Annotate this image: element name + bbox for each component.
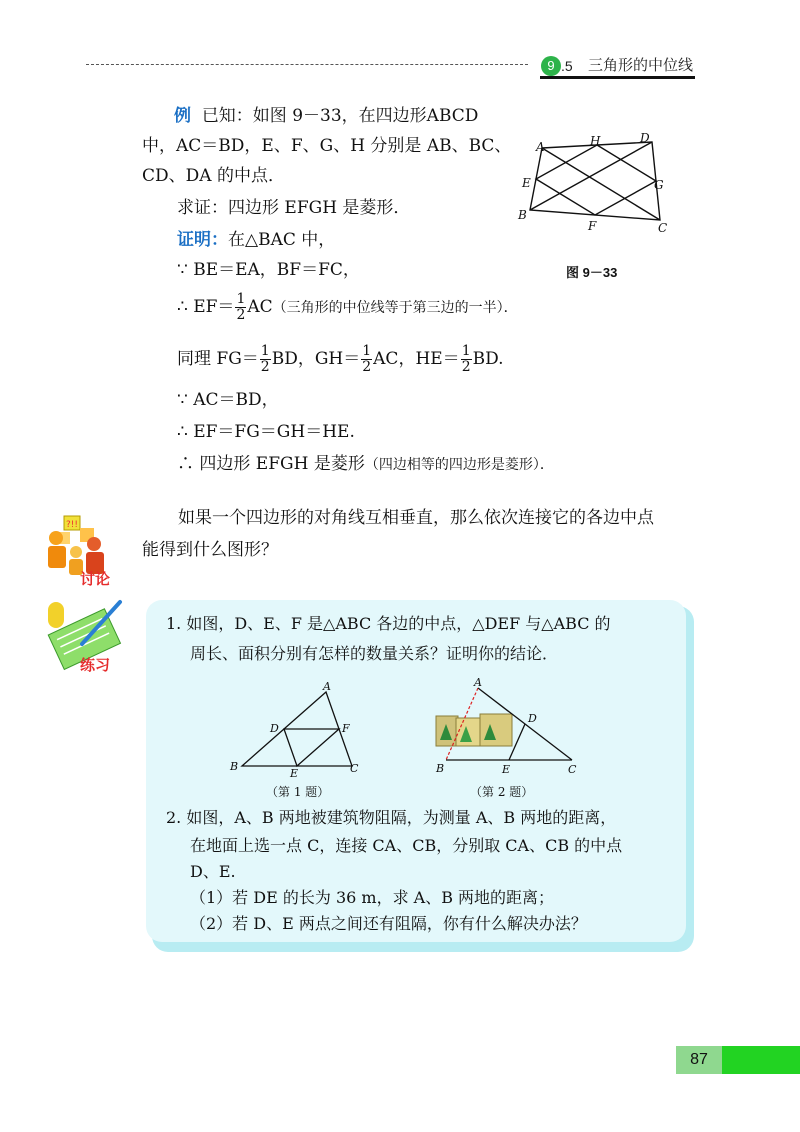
- example-line-1: [174, 104, 478, 128]
- triangle-def: [284, 729, 339, 766]
- frac-num: 1: [461, 343, 471, 359]
- conclusion-reason: （四边相等的四边形是菱形）．: [364, 457, 554, 473]
- page-number-bar: [722, 1046, 800, 1074]
- label-b: B: [518, 208, 527, 222]
- diagonal-ac: [542, 148, 660, 220]
- figure-caption: 图 9－33: [566, 265, 618, 280]
- frac-num: 1: [260, 343, 270, 359]
- example-line-2: 中，AC＝BD，E、F、G、H 分别是 AB、BC、: [142, 136, 512, 156]
- fraction-half-3: [361, 344, 372, 375]
- frac-den: 2: [362, 359, 372, 375]
- proof-label: 证明：: [177, 230, 228, 250]
- frac-den: 2: [236, 307, 246, 323]
- section-number: .5: [561, 58, 573, 74]
- q1-label-f: F: [342, 722, 350, 735]
- figure-9-33: [512, 128, 682, 238]
- label-e: E: [522, 176, 531, 190]
- q2-fig-caption: （第 2 题）: [470, 785, 534, 799]
- q1-fig-caption: （第 1 题）: [266, 785, 330, 799]
- label-a: A: [536, 140, 545, 154]
- q1-label-c: C: [350, 762, 359, 775]
- proof-start-line: [177, 228, 335, 252]
- q2-label-c: C: [568, 763, 577, 776]
- because-line-2: ∵ AC＝BD，: [177, 390, 279, 410]
- q2-sub-2: （2）若 D、E 两点之间还有阻隔，你有什么解决办法？: [190, 914, 587, 933]
- chapter-number-badge: 9: [541, 56, 561, 76]
- fraction-half-4: [461, 344, 472, 375]
- frac-num: 1: [236, 291, 246, 307]
- discussion-icon-label: 讨论: [80, 570, 111, 588]
- label-g: G: [654, 178, 664, 192]
- header-dashed-rule: [86, 64, 528, 65]
- page-number: 87: [676, 1046, 722, 1074]
- discussion-line-1: 如果一个四边形的对角线互相垂直，那么依次连接它的各边中点: [178, 508, 654, 528]
- q2-sub-1: （1）若 DE 的长为 36 m，求 A、B 两地的距离；: [190, 888, 555, 907]
- example-label: 例: [174, 106, 191, 126]
- practice-icon: [34, 596, 134, 676]
- frac-den: 2: [260, 359, 270, 375]
- q1-figure: [226, 680, 376, 780]
- ef-ac: AC: [247, 297, 273, 317]
- similar-bd: BD，GH＝: [271, 349, 361, 369]
- label-h: H: [590, 134, 601, 148]
- ef-line: [177, 292, 518, 323]
- conclusion-line: [177, 452, 554, 477]
- q1-line-2: 周长、面积分别有怎样的数量关系？证明你的结论．: [190, 644, 559, 663]
- q2-label-a: A: [474, 676, 482, 689]
- similar-line: [177, 344, 504, 375]
- discussion-line-2: 能得到什么图形？: [142, 540, 278, 560]
- section-title: 三角形的中位线: [588, 57, 694, 74]
- because-line-1: ∵ BE＝EA，BF＝FC，: [177, 260, 360, 280]
- building-right: [480, 714, 512, 746]
- frac-den: 2: [461, 359, 471, 375]
- label-c: C: [658, 221, 668, 235]
- prove-statement: 求证：四边形 EFGH 是菱形．: [177, 198, 411, 218]
- q2-label-b: B: [436, 762, 445, 775]
- similar-bd2: BD.: [472, 349, 504, 369]
- similar-prefix: 同理 FG＝: [177, 349, 259, 369]
- q2-line-3: D、E.: [190, 862, 236, 881]
- q2-figure: [426, 674, 596, 784]
- q1-label-b: B: [230, 760, 239, 773]
- q1-line-1: 1. 如图，D、E、F 是△ABC 各边的中点，△DEF 与△ABC 的: [166, 614, 611, 633]
- q1-label-d: D: [270, 722, 279, 735]
- practice-icon-label: 练习: [80, 656, 111, 674]
- fraction-half-1: [235, 292, 246, 323]
- conclusion-main: ∴ 四边形 EFGH 是菱形: [177, 454, 365, 474]
- q1-label-e: E: [290, 767, 299, 780]
- label-f: F: [588, 219, 597, 233]
- ef-prefix: ∴ EF＝: [177, 297, 235, 317]
- example-given: 已知：如图 9－33，在四边形ABCD: [201, 106, 479, 126]
- therefore-equal-line: ∴ EF＝FG＝GH＝HE.: [177, 422, 355, 442]
- proof-start: 在△BAC 中，: [228, 230, 336, 250]
- q2-line-1: 2. 如图，A、B 两地被建筑物阻隔，为测量 A、B 两地的距离，: [166, 808, 617, 827]
- q2-line-2: 在地面上选一点 C，连接 CA、CB，分别取 CA、CB 的中点: [190, 836, 623, 855]
- similar-ac: AC，HE＝: [373, 349, 460, 369]
- q1-label-a: A: [323, 680, 331, 693]
- q2-label-e: E: [502, 763, 511, 776]
- svg-text:?!!: ?!!: [66, 520, 78, 530]
- q2-label-d: D: [528, 712, 537, 725]
- ef-reason: （三角形的中位线等于第三边的一半）．: [272, 300, 518, 316]
- frac-num: 1: [362, 343, 372, 359]
- label-d: D: [640, 131, 650, 145]
- example-line-3: CD、DA 的中点．: [142, 166, 285, 186]
- discussion-icon: [36, 508, 126, 588]
- fraction-half-2: [260, 344, 271, 375]
- header-underline: [540, 76, 695, 79]
